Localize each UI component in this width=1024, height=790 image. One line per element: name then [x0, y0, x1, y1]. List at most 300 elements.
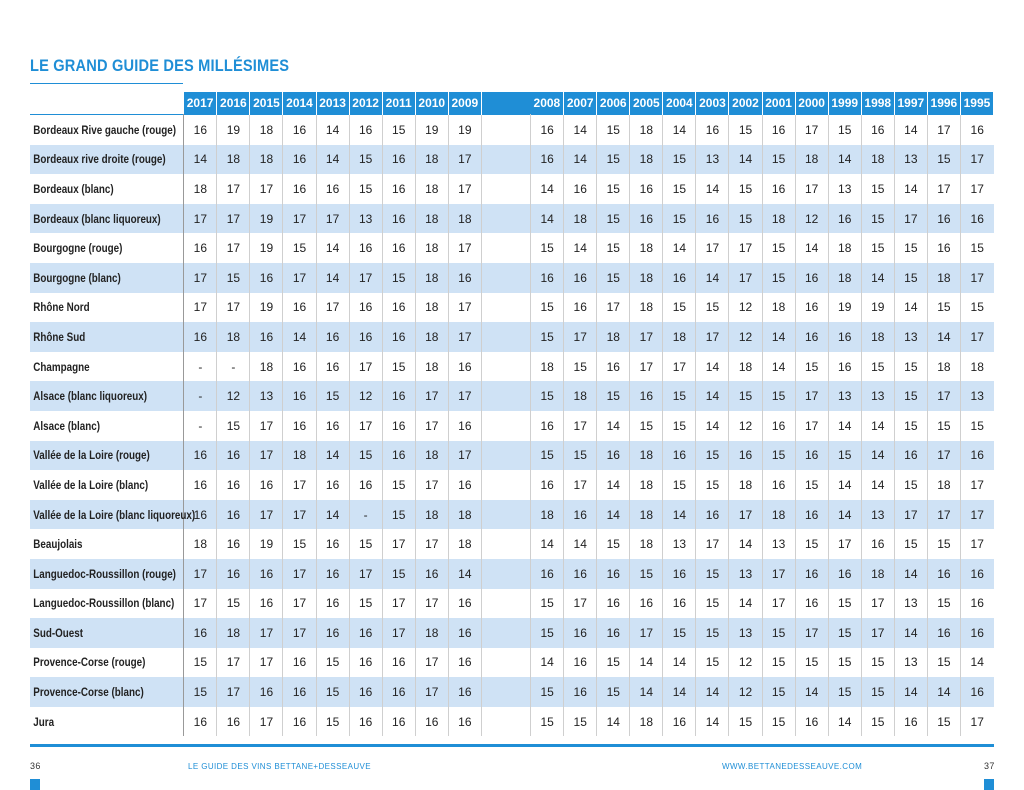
region-cell [30, 559, 184, 589]
score-cell: 16 [382, 677, 415, 707]
score-cell: 19 [250, 293, 283, 323]
score-cell: 15 [927, 529, 960, 559]
score-cell: 18 [795, 145, 828, 175]
score-cell: 18 [630, 233, 663, 263]
score-cell: 15 [663, 470, 696, 500]
score-cell: 16 [762, 174, 795, 204]
score-cell: 17 [448, 145, 481, 175]
year-header: 2017 [184, 92, 217, 115]
year-header: 2004 [663, 92, 696, 115]
score-cell: 15 [762, 263, 795, 293]
score-cell: 17 [448, 293, 481, 323]
score-cell: 18 [415, 263, 448, 293]
table-row [30, 707, 994, 737]
score-cell: 15 [795, 470, 828, 500]
score-cell: 16 [349, 677, 382, 707]
score-cell: 16 [597, 559, 630, 589]
score-cell: 15 [663, 618, 696, 648]
score-cell: 16 [382, 145, 415, 175]
score-cell: 15 [927, 707, 960, 737]
score-cell: 15 [828, 648, 861, 678]
score-cell: 15 [927, 648, 960, 678]
score-cell: 15 [970, 241, 984, 256]
score-cell: 17 [861, 589, 894, 619]
score-cell: 15 [795, 352, 828, 382]
score-cell: 18 [828, 263, 861, 293]
table-row [30, 352, 994, 382]
score-cell: 14 [828, 500, 861, 530]
score-cell: 16 [663, 589, 696, 619]
score-cell: 15 [894, 381, 927, 411]
score-cell: 15 [382, 263, 415, 293]
score-cell: 15 [828, 115, 861, 145]
score-cell: 16 [283, 677, 316, 707]
score-cell: 16 [184, 322, 217, 352]
score-cell: 13 [861, 381, 894, 411]
region-label: Bourgogne (blanc) [33, 270, 121, 285]
score-cell: 16 [960, 441, 993, 471]
region-label: Languedoc-Roussillon (rouge) [33, 566, 176, 581]
score-cell: 17 [283, 470, 316, 500]
region-label: Bordeaux (blanc liquoreux) [33, 211, 161, 226]
score-cell: 15 [597, 233, 630, 263]
region-cell [30, 589, 184, 619]
score-cell: 16 [283, 381, 316, 411]
table-row [30, 559, 994, 589]
table-row [30, 233, 994, 263]
score-cell: 15 [795, 529, 828, 559]
score-cell: 14 [316, 145, 349, 175]
column-gap [481, 470, 530, 500]
score-cell: 16 [795, 500, 828, 530]
score-cell: 16 [316, 529, 349, 559]
score-cell: 15 [762, 381, 795, 411]
score-cell: 16 [184, 441, 217, 471]
corner-marker-left [30, 779, 40, 790]
region-label: Bordeaux (blanc) [33, 181, 114, 196]
score-cell: 14 [828, 145, 861, 175]
score-cell: 13 [663, 529, 696, 559]
score-cell: 17 [217, 677, 250, 707]
score-cell: 15 [531, 677, 564, 707]
score-cell: 14 [564, 115, 597, 145]
score-cell: 16 [283, 648, 316, 678]
score-cell: 16 [283, 145, 316, 175]
score-cell: 15 [382, 115, 415, 145]
score-cell: - [217, 352, 250, 382]
score-cell: 16 [382, 707, 415, 737]
score-cell: 15 [927, 411, 960, 441]
column-gap [481, 322, 530, 352]
score-cell: 15 [349, 145, 382, 175]
score-cell: 17 [861, 618, 894, 648]
score-cell: 15 [531, 441, 564, 471]
vintage-table [30, 92, 994, 736]
score-cell: 15 [729, 707, 762, 737]
score-cell: 17 [349, 263, 382, 293]
score-cell: 18 [415, 293, 448, 323]
year-header: 1995 [960, 92, 993, 115]
score-cell: 18 [630, 145, 663, 175]
region-label: Provence-Corse (rouge) [33, 655, 146, 670]
score-cell: 16 [316, 470, 349, 500]
score-cell: 15 [729, 174, 762, 204]
region-cell [30, 618, 184, 648]
score-cell: 16 [762, 411, 795, 441]
score-cell: 17 [184, 204, 217, 234]
score-cell: 14 [564, 145, 597, 175]
score-cell: 16 [894, 707, 927, 737]
score-cell: 14 [696, 707, 729, 737]
score-cell: 16 [762, 470, 795, 500]
score-cell: 15 [316, 381, 349, 411]
score-cell: 13 [894, 145, 927, 175]
score-cell: 14 [696, 174, 729, 204]
region-label: Beaujolais [33, 537, 83, 552]
region-cell [30, 707, 184, 737]
score-cell: 14 [630, 648, 663, 678]
score-cell: 18 [630, 500, 663, 530]
score-cell: 15 [762, 707, 795, 737]
score-cell: 12 [217, 381, 250, 411]
score-cell: 14 [927, 677, 960, 707]
score-cell: 16 [250, 470, 283, 500]
region-cell [30, 648, 184, 678]
score-cell: 17 [250, 648, 283, 678]
column-gap [481, 293, 530, 323]
score-cell: 13 [894, 589, 927, 619]
score-cell: 14 [184, 145, 217, 175]
score-cell: 17 [283, 559, 316, 589]
score-cell: 16 [382, 293, 415, 323]
score-cell: 16 [630, 174, 663, 204]
score-cell: 17 [415, 589, 448, 619]
score-cell: 14 [663, 115, 696, 145]
year-header: 2006 [597, 92, 630, 115]
score-cell: 15 [531, 233, 564, 263]
score-cell: 19 [250, 233, 283, 263]
region-cell [30, 677, 184, 707]
score-cell: 16 [283, 352, 316, 382]
score-cell: 16 [448, 470, 481, 500]
score-cell: 17 [960, 263, 993, 293]
score-cell: 16 [663, 441, 696, 471]
score-cell: 17 [894, 204, 927, 234]
score-cell: 16 [564, 174, 597, 204]
score-cell: 16 [531, 145, 564, 175]
year-header: 2008 [531, 92, 564, 115]
score-cell: 18 [927, 263, 960, 293]
score-cell: 15 [663, 204, 696, 234]
score-cell: 15 [531, 322, 564, 352]
region-label: Languedoc-Roussillon (blanc) [33, 596, 175, 611]
score-cell: 16 [382, 174, 415, 204]
score-cell: 14 [531, 648, 564, 678]
score-cell: 16 [795, 559, 828, 589]
score-cell: 17 [564, 589, 597, 619]
score-cell: 16 [283, 707, 316, 737]
score-cell: 18 [630, 707, 663, 737]
table-row [30, 677, 994, 707]
score-cell: 14 [795, 233, 828, 263]
region-cell [30, 293, 184, 323]
score-cell: 16 [250, 263, 283, 293]
column-gap [481, 559, 530, 589]
score-cell: 14 [316, 115, 349, 145]
score-cell: 16 [349, 115, 382, 145]
score-cell: 15 [729, 204, 762, 234]
score-cell: 15 [696, 559, 729, 589]
score-cell: 18 [970, 359, 984, 374]
score-cell: 18 [762, 500, 795, 530]
score-cell: 15 [382, 559, 415, 589]
region-cell [30, 233, 184, 263]
score-cell: 17 [415, 411, 448, 441]
year-header: 2003 [696, 92, 729, 115]
region-label: Alsace (blanc) [33, 418, 101, 433]
score-cell: 15 [663, 293, 696, 323]
score-cell: 17 [184, 293, 217, 323]
score-cell: 15 [531, 589, 564, 619]
score-cell: 15 [597, 263, 630, 293]
table-row [30, 648, 994, 678]
score-cell: 16 [663, 707, 696, 737]
score-cell: 18 [283, 441, 316, 471]
score-cell: 13 [828, 174, 861, 204]
score-cell: - [184, 411, 217, 441]
score-cell: 14 [894, 559, 927, 589]
score-cell: 18 [927, 470, 960, 500]
year-header: 2011 [382, 92, 415, 115]
score-cell: 17 [597, 293, 630, 323]
score-cell: 14 [696, 263, 729, 293]
score-cell: 15 [597, 529, 630, 559]
score-cell: 17 [630, 322, 663, 352]
region-cell [30, 441, 184, 471]
score-cell: 12 [729, 411, 762, 441]
score-cell: 14 [663, 233, 696, 263]
score-cell: 14 [597, 411, 630, 441]
score-cell: 17 [415, 648, 448, 678]
column-gap [481, 441, 530, 471]
score-cell: 17 [630, 352, 663, 382]
score-cell: 18 [564, 204, 597, 234]
score-cell: 16 [316, 559, 349, 589]
score-cell: 15 [382, 500, 415, 530]
score-cell: 15 [762, 441, 795, 471]
score-cell: 16 [960, 204, 993, 234]
score-cell: 18 [729, 352, 762, 382]
score-cell: 17 [795, 411, 828, 441]
score-cell: 15 [762, 677, 795, 707]
score-cell: 18 [630, 441, 663, 471]
year-header: 2005 [630, 92, 663, 115]
score-cell: 17 [415, 470, 448, 500]
score-cell: 15 [217, 411, 250, 441]
score-cell: 18 [630, 470, 663, 500]
score-cell: 18 [597, 322, 630, 352]
score-cell: 18 [564, 381, 597, 411]
score-cell: 16 [927, 559, 960, 589]
table-row [30, 322, 994, 352]
score-cell: 16 [828, 352, 861, 382]
score-cell: 14 [564, 529, 597, 559]
score-cell: 17 [960, 322, 993, 352]
score-cell: 15 [316, 707, 349, 737]
score-cell: 16 [184, 707, 217, 737]
score-cell: 15 [828, 589, 861, 619]
score-cell: 16 [283, 411, 316, 441]
score-cell: 17 [795, 174, 828, 204]
score-cell: 17 [349, 352, 382, 382]
score-cell: 15 [762, 618, 795, 648]
score-cell: 16 [795, 322, 828, 352]
score-cell: 15 [861, 677, 894, 707]
score-cell: 16 [250, 677, 283, 707]
score-cell: 15 [861, 707, 894, 737]
score-cell: 15 [762, 145, 795, 175]
score-cell: 15 [597, 115, 630, 145]
score-cell: 16 [828, 559, 861, 589]
score-cell: 16 [828, 322, 861, 352]
score-cell: 13 [250, 381, 283, 411]
column-gap [481, 204, 530, 234]
score-cell: 15 [349, 529, 382, 559]
table-row [30, 381, 994, 411]
column-gap [481, 263, 530, 293]
score-cell: 16 [630, 204, 663, 234]
score-cell: 16 [382, 233, 415, 263]
column-gap [481, 500, 530, 530]
corner-marker-right [984, 779, 994, 790]
score-cell: 15 [696, 618, 729, 648]
score-cell: 17 [217, 204, 250, 234]
score-cell: 13 [960, 381, 993, 411]
region-cell [30, 470, 184, 500]
score-cell: 17 [927, 115, 960, 145]
score-cell: 17 [448, 381, 481, 411]
score-cell: 16 [217, 470, 250, 500]
score-cell: 15 [531, 293, 564, 323]
score-cell: 16 [283, 293, 316, 323]
score-cell: 17 [564, 322, 597, 352]
score-cell: 17 [283, 618, 316, 648]
score-cell: 14 [696, 411, 729, 441]
column-gap [481, 707, 530, 737]
score-cell: 15 [970, 418, 984, 433]
score-cell: 15 [762, 648, 795, 678]
column-gap [481, 174, 530, 204]
score-cell: 16 [795, 441, 828, 471]
header-corner [30, 92, 184, 115]
score-cell: 14 [316, 500, 349, 530]
score-cell: 17 [250, 411, 283, 441]
score-cell: 17 [970, 714, 984, 729]
score-cell: 16 [250, 559, 283, 589]
score-cell: 15 [696, 589, 729, 619]
score-cell: 15 [564, 441, 597, 471]
score-cell: 19 [217, 115, 250, 145]
score-cell: 14 [448, 559, 481, 589]
score-cell: 15 [349, 174, 382, 204]
score-cell: 15 [663, 174, 696, 204]
score-cell: 18 [927, 352, 960, 382]
score-cell: 17 [415, 381, 448, 411]
score-cell: 16 [663, 559, 696, 589]
score-cell: 16 [564, 500, 597, 530]
score-cell: 17 [927, 174, 960, 204]
header-gap [481, 92, 530, 115]
score-cell: 18 [630, 293, 663, 323]
score-cell: 14 [861, 470, 894, 500]
score-cell: 17 [316, 293, 349, 323]
score-cell: 16 [349, 470, 382, 500]
score-cell: 15 [861, 648, 894, 678]
score-cell: 15 [894, 411, 927, 441]
score-cell: 17 [448, 322, 481, 352]
region-label: Vallée de la Loire (rouge) [33, 448, 150, 463]
score-cell: 16 [349, 293, 382, 323]
score-cell: 15 [927, 293, 960, 323]
score-cell: 16 [184, 233, 217, 263]
score-cell: 16 [960, 559, 993, 589]
score-cell: 16 [531, 115, 564, 145]
year-header: 2015 [250, 92, 283, 115]
score-cell: 15 [894, 233, 927, 263]
column-gap [481, 411, 530, 441]
score-cell: 19 [250, 204, 283, 234]
score-cell: 17 [927, 441, 960, 471]
region-label: Champagne [33, 359, 90, 374]
score-cell: 12 [729, 322, 762, 352]
year-header: 2001 [762, 92, 795, 115]
score-cell: 16 [448, 352, 481, 382]
score-cell: 16 [349, 322, 382, 352]
region-cell [30, 500, 196, 530]
score-cell: 17 [415, 677, 448, 707]
score-cell: 18 [217, 618, 250, 648]
score-cell: 15 [184, 677, 217, 707]
score-cell: 14 [762, 322, 795, 352]
score-cell: 18 [415, 441, 448, 471]
score-cell: 18 [415, 233, 448, 263]
score-cell: 17 [970, 477, 984, 492]
score-cell: 16 [316, 322, 349, 352]
score-cell: 17 [696, 529, 729, 559]
score-cell: 13 [349, 204, 382, 234]
score-cell: 17 [696, 322, 729, 352]
score-cell: 16 [382, 322, 415, 352]
score-cell: 16 [531, 559, 564, 589]
score-cell: 16 [316, 174, 349, 204]
score-cell: - [184, 352, 217, 382]
score-cell: 15 [349, 589, 382, 619]
score-cell: 16 [217, 529, 250, 559]
title-underline [30, 83, 183, 84]
score-cell: 18 [861, 322, 894, 352]
score-cell: 17 [382, 618, 415, 648]
score-cell: 16 [217, 441, 250, 471]
score-cell: 16 [531, 411, 564, 441]
page-number-left: 36 [30, 761, 41, 771]
score-cell: 16 [316, 618, 349, 648]
score-cell: 16 [382, 204, 415, 234]
score-cell: 17 [960, 145, 993, 175]
score-cell: 15 [597, 145, 630, 175]
score-cell: 17 [894, 500, 927, 530]
score-cell: 15 [597, 174, 630, 204]
score-cell: 14 [894, 677, 927, 707]
